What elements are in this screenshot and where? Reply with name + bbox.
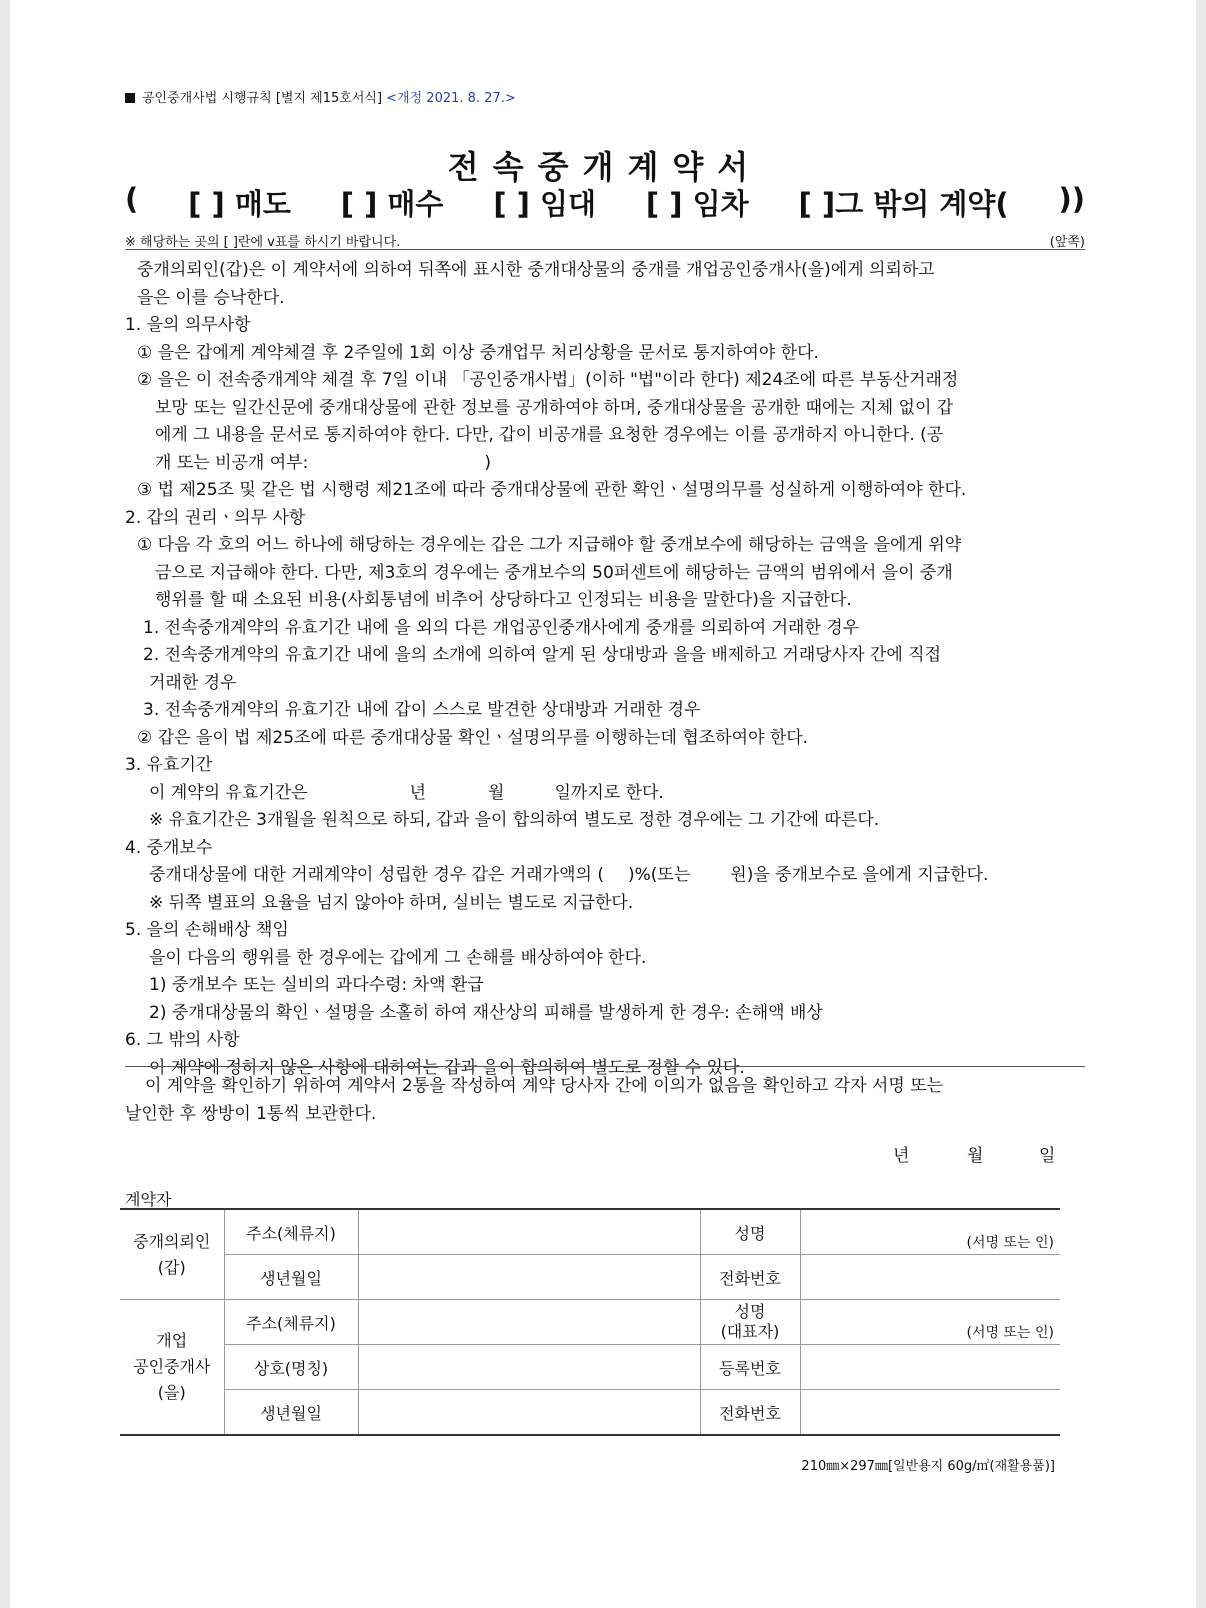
contract-type-options: [125, 182, 1085, 223]
disclosure-line: [125, 450, 1085, 478]
client-birth-field[interactable]: [358, 1255, 700, 1300]
checkbox-note: ※ 해당하는 곳의 [ ]란에 v표를 하시기 바랍니다.: [125, 235, 401, 250]
contractor-table: [120, 1208, 1060, 1436]
client-phone-label: 전화번호: [700, 1255, 800, 1300]
list-item: ① 을은 갑에게 계약체결 후 2주일에 1회 이상 중개업무 처리상황을 문서로 통지하여야 한다.: [137, 342, 819, 363]
broker-name-label: [700, 1300, 800, 1345]
top-divider: [125, 249, 1085, 250]
table-row: [120, 1345, 1060, 1390]
closing-line: 날인한 후 쌍방이 1통씩 보관한다.: [125, 1103, 377, 1124]
liability-line: 1) 중개보수 또는 실비의 과다수령: 차액 환급: [149, 975, 484, 995]
option-purchase[interactable]: [ ] 매수: [340, 187, 444, 221]
list-item: 1. 전속중개계약의 유효기간 내에 을 외의 다른 개업공인중개사에게 중개를 의뢰하여 거래한 경우: [143, 617, 860, 638]
section-heading: 4. 중개보수: [125, 837, 213, 858]
broker-registration-label: 등록번호: [700, 1345, 800, 1390]
instruction-row: [125, 231, 1085, 250]
liability-line: 을이 다음의 행위를 한 경우에는 갑에게 그 손해를 배상하여야 한다.: [149, 947, 647, 968]
broker-address-label: 주소(체류지): [224, 1300, 358, 1345]
revision-date: <개정 2021. 8. 27.>: [386, 91, 516, 106]
document-title: 전속중개계약서: [447, 148, 763, 186]
page-side: (앞쪽): [1049, 235, 1085, 250]
closing-statement: [125, 1073, 1085, 1128]
broker-company-field[interactable]: [358, 1345, 700, 1390]
broker-birth-label: 생년월일: [224, 1390, 358, 1436]
month-label: 월: [488, 782, 505, 803]
broker-name-field[interactable]: [800, 1300, 1060, 1345]
section-heading: 5. 을의 손해배상 책임: [125, 920, 289, 940]
date-month[interactable]: 월: [967, 1146, 984, 1166]
square-bullet-icon: [125, 93, 135, 103]
other-line: 이 계약에 정하지 않은 사항에 대하여는 갑과 을이 합의하여 별도로 정할 수 있다.: [149, 1057, 745, 1078]
section-heading: 1. 을의 의무사항: [125, 315, 251, 335]
year-label: 년: [409, 782, 427, 803]
client-name-label: 성명: [700, 1209, 800, 1255]
client-party-cell: [120, 1209, 224, 1300]
list-item: ② 갑은 을이 법 제25조에 따른 중개대상물 확인ㆍ설명의무를 이행하는데 협조하여야 한다.: [137, 727, 809, 748]
broker-signature-note: (서명 또는 인): [966, 1325, 1054, 1341]
table-row: [120, 1209, 1060, 1255]
open-paren: (: [125, 182, 139, 216]
section-heading: 3. 유효기간: [125, 755, 213, 775]
validity-label: 이 계약의 유효기간은: [149, 782, 308, 803]
validity-note: ※ 유효기간은 3개월을 원칙으로 하되, 갑과 을이 합의하여 별도로 정한 경우에는 그 기간에 따른다.: [149, 810, 880, 830]
fee-note: ※ 뒤쪽 별표의 요율을 넘지 않아야 하며, 실비는 별도로 지급한다.: [149, 892, 634, 913]
right-page-edge: [1196, 0, 1206, 1608]
table-row: [120, 1390, 1060, 1436]
contractor-heading: 계약자: [125, 1190, 172, 1209]
option-lease[interactable]: [ ] 임대: [493, 187, 597, 221]
validity-line: [125, 780, 1085, 808]
option-sale[interactable]: [ ] 매도: [188, 187, 291, 221]
intro-line: 을은 이를 승낙한다.: [137, 287, 285, 308]
broker-phone-field[interactable]: [800, 1390, 1060, 1436]
list-item: 보망 또는 일간신문에 중개대상물에 관한 정보를 공개하여야 하며, 중개대상물을 공개한 때에는 지체 없이 갑: [155, 397, 954, 418]
close-paren: )): [1058, 182, 1085, 216]
broker-party-label: 개업: [156, 1331, 188, 1350]
disclosure-label: 개 또는 비공개 여부:: [155, 452, 309, 473]
client-birth-label: 생년월일: [224, 1255, 358, 1300]
liability-line: 2) 중개대상물의 확인ㆍ설명을 소홀히 하여 재산상의 피해를 발생하게 한 경우: 손해액 배상: [149, 1002, 823, 1023]
table-row: [120, 1300, 1060, 1345]
client-phone-field[interactable]: [800, 1255, 1060, 1300]
client-party-code: (갑): [157, 1257, 186, 1277]
left-page-edge: [0, 0, 10, 1608]
fee-line: [125, 862, 1085, 890]
list-item: ② 을은 이 전속중개계약 체결 후 7일 이내 「공인중개사법」(이하 "법"이라 한다) 제24조에 따른 부동산거래정: [137, 370, 959, 390]
list-item: 금으로 지급해야 한다. 다만, 제3호의 경우에는 중개보수의 50퍼센트에 해당하는 금액의 범위에서 을이 중개: [155, 562, 953, 583]
option-other[interactable]: [ ]그 밖의 계약(: [798, 187, 1009, 221]
list-item: 에게 그 내용을 문서로 통지하여야 한다. 다만, 갑이 비공개를 요청한 경우에는 이를 공개하지 아니한다. (공: [155, 425, 944, 445]
closing-line: 이 계약을 확인하기 위하여 계약서 2통을 작성하여 계약 당사자 간에 이의가 없음을 확인하고 각자 서명 또는: [145, 1076, 944, 1096]
broker-birth-field[interactable]: [358, 1390, 700, 1436]
list-item: ① 다음 각 호의 어느 하나에 해당하는 경우에는 갑은 그가 지급해야 할 중개보수에 해당하는 금액을 을에게 위약: [137, 535, 962, 555]
section-heading: 2. 갑의 권리ㆍ의무 사항: [125, 507, 306, 528]
paper-spec: 210㎜×297㎜[일반용지 60g/㎡(재활용품)]: [801, 1459, 1055, 1474]
section-heading: 6. 그 밖의 사항: [125, 1030, 240, 1050]
list-item: 거래한 경우: [149, 672, 237, 693]
list-item: 2. 전속중개계약의 유효기간 내에 을의 소개에 의하여 알게 된 상대방과 을을 배제하고 거래당사자 간에 직접: [143, 645, 942, 665]
client-address-label: 주소(체류지): [224, 1209, 358, 1255]
broker-party-code: (을): [157, 1383, 186, 1402]
intro-line: 중개의뢰인(갑)은 이 계약서에 의하여 뒤쪽에 표시한 중개대상물의 중개를 개업공인중개사(을)에게 의뢰하고: [137, 260, 935, 280]
fee-end: 원)을 중개보수로 을에게 지급한다.: [730, 865, 989, 885]
law-reference: 공인중개사법 시행규칙 [별지 제15호서식]: [142, 91, 383, 106]
broker-party-cell: [120, 1300, 224, 1436]
form-header: [125, 87, 516, 106]
list-item: 행위를 할 때 소요된 비용(사회통념에 비추어 상당하다고 인정되는 비용을 말한다)을 지급한다.: [155, 590, 852, 610]
date-year[interactable]: 년: [893, 1146, 910, 1166]
table-row: [120, 1255, 1060, 1300]
client-party-label: 중개의뢰인: [133, 1231, 211, 1251]
fee-or: )%(또는: [628, 865, 691, 885]
client-name-field[interactable]: [800, 1209, 1060, 1255]
contract-body: [125, 257, 1085, 1082]
broker-rep-text: (대표자): [720, 1322, 780, 1341]
broker-phone-label: 전화번호: [700, 1390, 800, 1436]
client-signature-note: (서명 또는 인): [966, 1235, 1054, 1251]
option-rent[interactable]: [ ] 임차: [645, 187, 749, 221]
broker-address-field[interactable]: [358, 1300, 700, 1345]
broker-party-label: 공인중개사: [133, 1357, 211, 1376]
validity-end: 일까지로 한다.: [554, 782, 664, 803]
client-address-field[interactable]: [358, 1209, 700, 1255]
broker-registration-field[interactable]: [800, 1345, 1060, 1390]
fee-label: 중개대상물에 대한 거래계약이 성립한 경우 갑은 거래가액의 (: [149, 865, 605, 885]
closing-divider: [125, 1066, 1085, 1067]
list-item: ③ 법 제25조 및 같은 법 시행령 제21조에 따라 중개대상물에 관한 확인ㆍ설명의무를 성실하게 이행하여야 한다.: [137, 480, 967, 500]
date-day[interactable]: 일: [1039, 1146, 1056, 1166]
broker-name-text: 성명: [734, 1302, 766, 1321]
disclosure-close: ): [484, 452, 491, 473]
broker-company-label: 상호(명칭): [224, 1345, 358, 1390]
list-item: 3. 전속중개계약의 유효기간 내에 갑이 스스로 발견한 상대방과 거래한 경우: [143, 700, 701, 720]
